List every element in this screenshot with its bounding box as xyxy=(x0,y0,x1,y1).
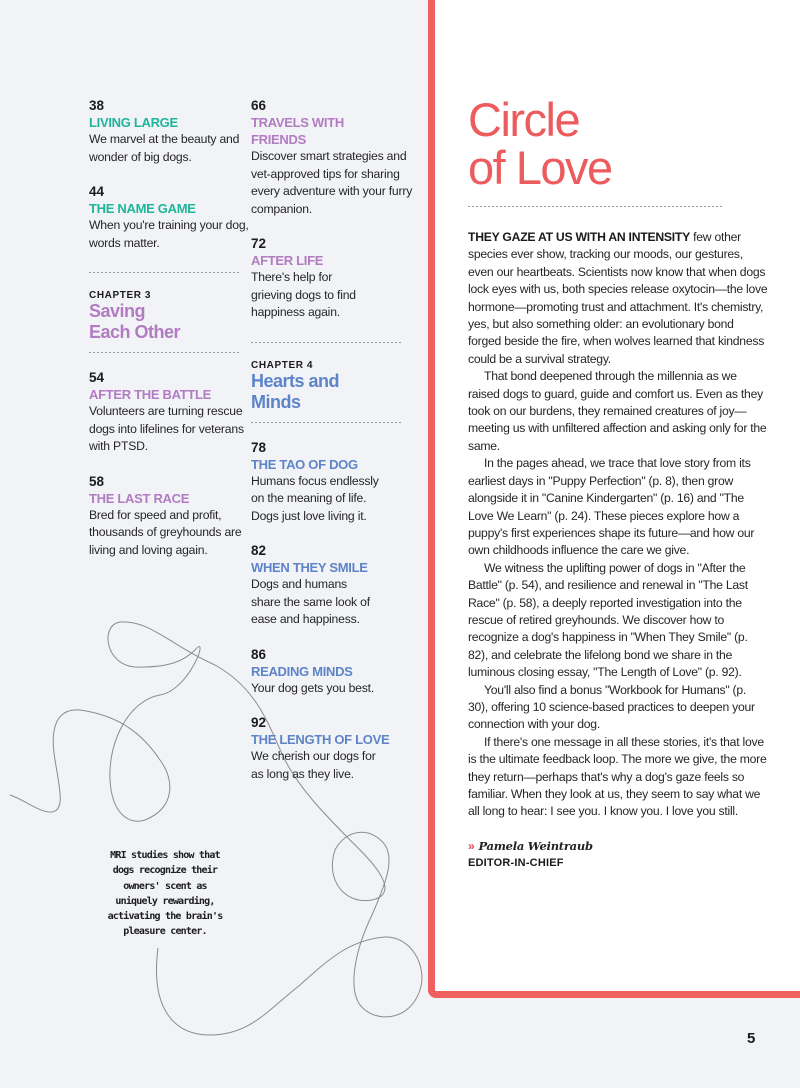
toc-title: THE NAME GAME xyxy=(89,201,196,216)
toc-page-number: 58 xyxy=(89,473,105,489)
toc-description: We marvel at the beauty and wonder of big dogs. xyxy=(89,132,240,164)
toc-entry[interactable] xyxy=(251,715,426,783)
chapter-heading xyxy=(89,290,264,342)
paragraph: You'll also find a bonus "Workbook for Humans" (p. 30), offering 10 science-based practices to deepen your connection with your dog. xyxy=(468,682,755,732)
divider xyxy=(89,270,239,274)
toc-entry[interactable] xyxy=(251,440,426,526)
toc-description: Dogs and humans share the same look of ease and happiness. xyxy=(251,577,370,626)
chapter-title-line: Minds xyxy=(251,391,301,412)
toc-page-number: 44 xyxy=(89,184,105,199)
letter-headline xyxy=(468,93,612,194)
divider xyxy=(468,206,724,207)
toc-column-1 xyxy=(89,98,264,577)
toc-title: AFTER LIFE xyxy=(251,253,324,268)
toc-page-number: 86 xyxy=(251,646,267,662)
paragraph: If there's one message in all these stories, it's that love is the ultimate feedback loop. The more we give, the more they return—perhaps that's why a dog's gaze feels so familiar. When they look at us, they seem to say what we all long to hear: I see you. I know you. I love you still. xyxy=(468,734,767,819)
toc-title: AFTER THE BATTLE xyxy=(89,387,212,402)
paragraph-text: few other species ever show, tracking our moods, our gestures, even our heartbeats. Scientists now know that when dogs lock eyes with us, both species release oxytocin—the love hormone—promoting trust and attachment. It's chemistry, yes, but also something older: an evolutionary bond forged beside the fire, when wolves learned that kindness could be a survival strategy. xyxy=(468,230,768,366)
paragraph xyxy=(468,229,768,368)
headline-line: of Love xyxy=(468,141,612,194)
callout-fact: MRI studies show that dogs recognize their owners' scent as uniquely rewarding, activating the brain's pleasure center. xyxy=(107,850,223,938)
toc-entry[interactable] xyxy=(251,98,426,218)
page-number: 5 xyxy=(747,1030,756,1047)
toc-description: Volunteers are turning rescue dogs into lifelines for veterans with PTSD. xyxy=(89,404,244,453)
paragraph: In the pages ahead, we trace that love story from its earliest days in "Puppy Perfection" (p. 8), then grow alongside it in "Canine Kindergarten" (p. 16) and "The Love We Learn" (p. 24). These pieces explore how a puppy's first experiences shape its future—and how our own childhoods influence the care we give. xyxy=(468,456,755,558)
toc-title: THE TAO OF DOG xyxy=(251,456,358,472)
toc-entry[interactable] xyxy=(251,236,426,322)
toc-page-number: 66 xyxy=(251,98,267,113)
toc-title: READING MINDS xyxy=(251,663,353,679)
signature-role: EDITOR-IN-CHIEF xyxy=(468,857,564,870)
toc-page-number: 92 xyxy=(251,715,267,730)
toc-page-number: 38 xyxy=(89,98,105,113)
toc-entry[interactable] xyxy=(251,647,426,698)
toc-description: We cherish our dogs for as long as they live. xyxy=(251,749,376,781)
toc-description: Discover smart strategies and vet-approved tips for sharing every adventure with your furry companion. xyxy=(251,149,413,216)
toc-title: THE LENGTH OF LOVE xyxy=(251,732,390,747)
chapter-heading xyxy=(251,360,426,412)
toc-description: Your dog gets you best. xyxy=(251,680,375,695)
lead-in: THEY GAZE AT US WITH AN INTENSITY xyxy=(468,230,690,244)
toc-page-number: 78 xyxy=(251,439,267,455)
toc-entry[interactable] xyxy=(251,543,426,629)
toc-entry[interactable] xyxy=(89,370,264,456)
divider xyxy=(251,420,401,424)
double-chevron-icon: » xyxy=(468,838,475,853)
toc-description: When you're training your dog, words matter. xyxy=(89,218,249,250)
toc-description: There's help for grieving dogs to find happiness again. xyxy=(251,270,356,319)
paragraph: We witness the uplifting power of dogs in "After the Battle" (p. 54), and resilience and renewal in "The Last Race" (p. 58), a deeply reported investigation into the rescue of retired greyhounds. We discover how to recognize a dog's happiness in "When They Smile" (p. 82), and celebrate the lifelong bond we share in the luminous closing essay, "The Length of Love" (p. 92). xyxy=(468,560,748,680)
chapter-title-line: Hearts and xyxy=(251,370,340,391)
chapter-title-line: Each Other xyxy=(89,322,181,342)
toc-description: Humans focus endlessly on the meaning of life. Dogs just love living it. xyxy=(251,473,379,523)
toc-title: TRAVELS WITH FRIENDS xyxy=(251,115,344,147)
signature-name: Pamela Weintraub xyxy=(478,838,593,853)
toc-description: Bred for speed and profit, thousands of greyhounds are living and loving again. xyxy=(89,507,242,557)
toc-page-number: 72 xyxy=(251,236,267,251)
toc-entry[interactable] xyxy=(89,184,264,252)
toc-entry[interactable] xyxy=(89,474,264,560)
divider xyxy=(251,340,401,344)
chapter-label: CHAPTER 3 xyxy=(89,290,152,301)
toc-title: WHEN THEY SMILE xyxy=(251,560,368,575)
chapter-title-line: Saving xyxy=(89,301,146,321)
headline-line: Circle xyxy=(468,93,580,146)
toc-entry[interactable] xyxy=(89,98,264,166)
paragraph: That bond deepened through the millennia as we raised dogs to guard, guide and comfort us. Even as they took on our burdens, they remained creatures of joy—meeting us with unfiltered affection and asking only for the same. xyxy=(468,369,767,453)
chapter-label: CHAPTER 4 xyxy=(251,359,314,371)
toc-page-number: 54 xyxy=(89,370,105,385)
letter-body xyxy=(468,229,768,872)
divider xyxy=(89,350,239,354)
signature xyxy=(468,838,768,872)
toc-title: LIVING LARGE xyxy=(89,115,178,130)
toc-page-number: 82 xyxy=(251,543,267,558)
toc-column-2 xyxy=(251,98,426,801)
toc-title: THE LAST RACE xyxy=(89,490,190,506)
